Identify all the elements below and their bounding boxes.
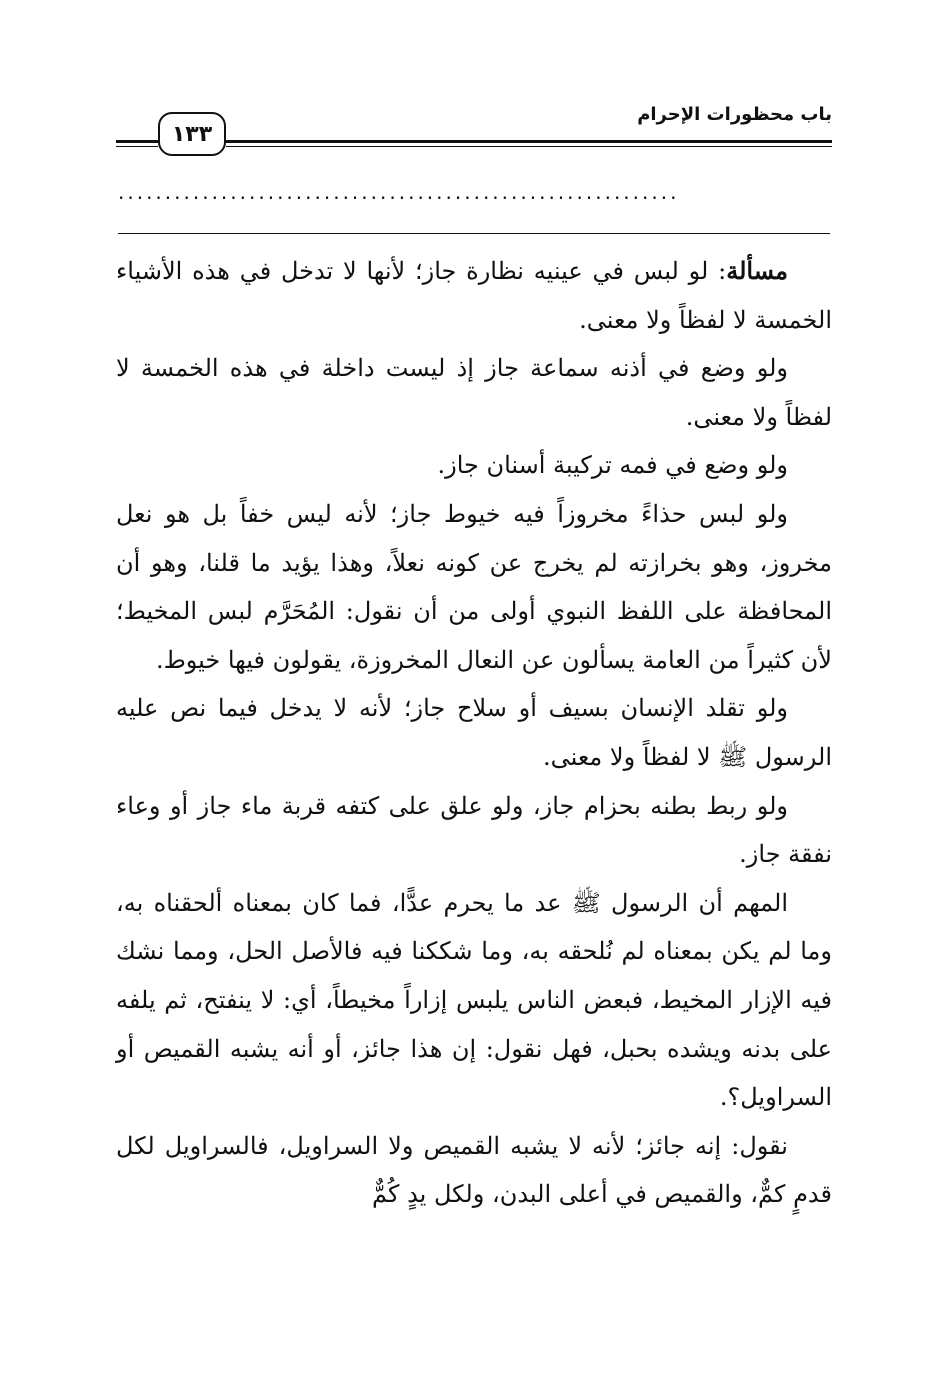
page-header [116, 100, 832, 160]
dotted-separator: ............................................................ [118, 180, 680, 204]
paragraph-1-text: : لو لبس في عينيه نظارة جاز؛ لأنها لا تدخل في هذه الأشياء الخمسة لا لفظاً ولا معنى. [116, 257, 832, 334]
paragraph-1 [116, 247, 832, 344]
page-number: ١٣٣ [158, 112, 226, 156]
body-text [116, 247, 832, 1219]
running-title: باب محظورات الإحرام [637, 104, 832, 125]
paragraph-6: ولو ربط بطنه بحزام جاز، ولو علق على كتفه قربة ماء جاز أو وعاء نفقة جاز. [116, 791, 832, 869]
header-rule [226, 140, 832, 143]
header-rule-thin [226, 146, 832, 147]
header-rule-left [116, 140, 158, 143]
paragraph-4: ولو لبس حذاءً مخروزاً فيه خيوط جاز؛ لأنه ليس خفاً بل هو نعل مخروز، وهو بخرازته لم يخرج عن كونه نعلاً، وهذا يؤيد ما قلنا، وهو أن المحافظة على اللفظ النبوي أولى من أن نقول: المُحَرَّم لبس المخيط؛ لأن كثيراً من العامة يسألون عن النعال المخروزة، يقولون فيها خيوط. [116, 499, 832, 674]
paragraph-3: ولو وضع في فمه تركيبة أسنان جاز. [437, 451, 788, 480]
paragraph-5: ولو تقلد الإنسان بسيف أو سلاح جاز؛ لأنه لا يدخل فيما نص عليه الرسول ﷺ لا لفظاً ولا معنى. [116, 694, 832, 771]
section-divider [118, 233, 830, 234]
paragraph-2: ولو وضع في أذنه سماعة جاز إذ ليست داخلة في هذه الخمسة لا لفظاً ولا معنى. [116, 354, 832, 431]
question-term: مسألة [726, 256, 788, 285]
header-rule-left-thin [116, 146, 158, 147]
paragraph-7: المهم أن الرسول ﷺ عد ما يحرم عدًّا، فما كان بمعناه ألحقناه به، وما لم يكن بمعناه لم نُلحقه به، وما شككنا فيه فالأصل الحل، ومما نشك فيه الإزار المخيط، فبعض الناس يلبس إزاراً مخيطاً، أي: لا ينفتح، ثم يلفه على بدنه ويشده بحبل، فهل نقول: إن هذا جائز، أو أنه يشبه القميص أو السراويل؟. [116, 888, 832, 1112]
paragraph-8: نقول: إنه جائز؛ لأنه لا يشبه القميص ولا السراويل، فالسراويل لكل قدمٍ كمٌّ، والقميص في أعلى البدن، ولكل يدٍ كُمٌّ [116, 1131, 832, 1209]
